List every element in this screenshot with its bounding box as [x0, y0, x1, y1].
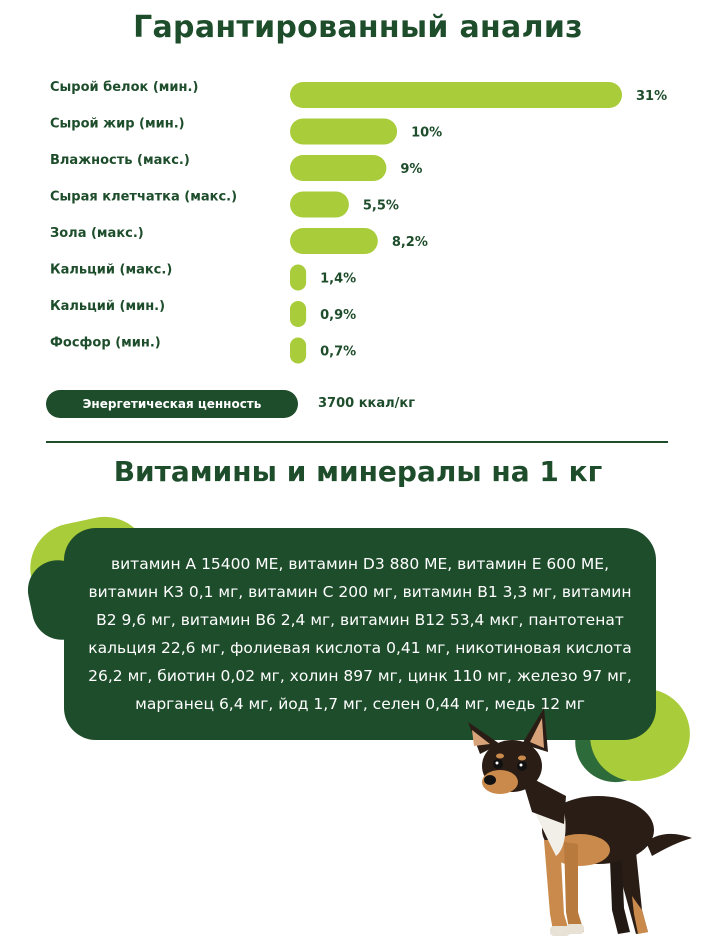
page-title: Гарантированный анализ	[133, 10, 583, 45]
value-label: 31%	[636, 89, 668, 104]
category-label: Сырая клетчатка (макс.)	[50, 189, 238, 205]
value-label: 0,7%	[320, 344, 357, 360]
category-label: Влажность (макс.)	[50, 153, 190, 168]
bar	[290, 82, 622, 108]
value-label: 9%	[400, 162, 423, 177]
category-label: Фосфор (мин.)	[50, 335, 161, 351]
value-label: 8,2%	[391, 235, 428, 250]
category-label: Сырой белок (мин.)	[50, 80, 199, 95]
bar	[290, 228, 378, 254]
bar	[290, 301, 306, 327]
dog-icon	[460, 700, 700, 945]
bar	[290, 192, 349, 218]
vitamins-text: витамин А 15400 МЕ, витамин D3 880 МЕ, витамин Е 600 МЕ, витамин К3 0,1 мг, витамин С 200 мг, витамин В1 3,3 мг, витамин В2 9,6 мг, витамин В6 2,4 мг, витамин В12 53,4 мкг, пантотенат кальция 22,6 мг, фолиевая кислота 0,41 мг, никотиновая кислота 26,2 мг, биотин 0,02 мг, холин 897 мг, цинк 110 мг, железо 97 мг, марганец 6,4 мг, йод 1,7 мг, селен 0,44 мг, медь 12 мг	[88, 555, 632, 713]
value-label: 5,5%	[362, 198, 399, 214]
vitamins-title: Витамины и минералы на 1 кг	[113, 455, 603, 488]
value-label: 0,9%	[320, 308, 357, 323]
bar	[290, 338, 306, 364]
energy-value: 3700 ккал/кг	[318, 396, 416, 411]
bar	[290, 119, 397, 145]
value-label: 10%	[411, 125, 443, 141]
energy-label-badge: Энергетическая ценность	[46, 390, 298, 418]
category-label: Сырой жир (мин.)	[50, 116, 185, 132]
bar	[290, 155, 386, 181]
nutrient-bar-chart	[0, 70, 716, 370]
category-label: Зола (макс.)	[50, 226, 144, 241]
category-label: Кальций (макс.)	[50, 262, 173, 278]
bar	[290, 265, 306, 291]
category-label: Кальций (мин.)	[50, 299, 166, 314]
section-divider	[46, 441, 668, 443]
value-label: 1,4%	[320, 271, 357, 287]
